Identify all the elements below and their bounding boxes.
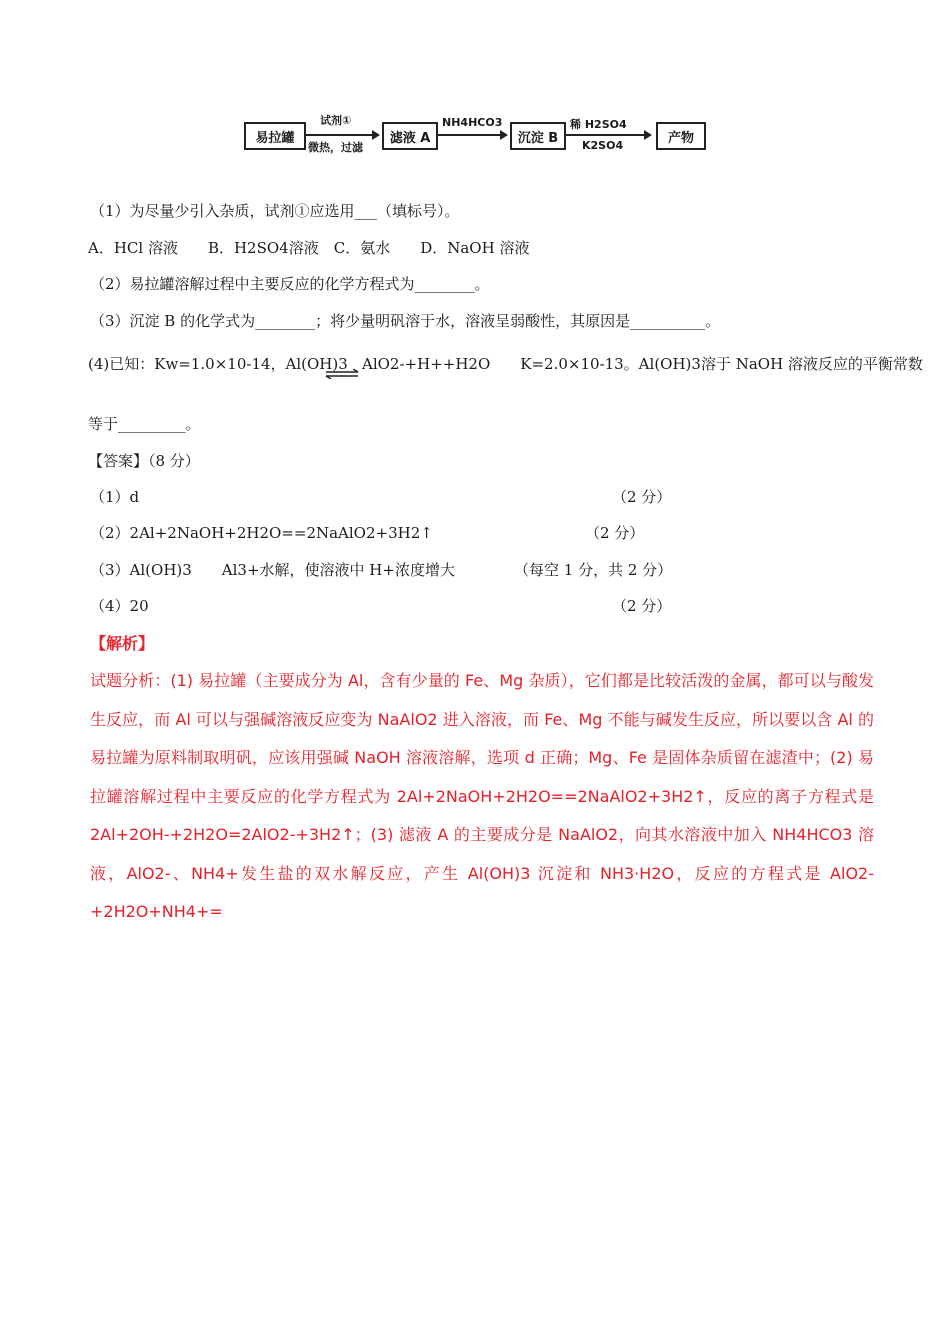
flow-label-nh4hco3: NH4HCO3 bbox=[442, 116, 503, 129]
question-2: （2）易拉罐溶解过程中主要反应的化学方程式为________。 bbox=[90, 275, 490, 293]
question-4-part-c: 等于_________。 bbox=[88, 415, 201, 433]
question-4-part-a: (4)已知：Kw=1.0×10-14，Al(OH)3 bbox=[88, 355, 348, 373]
flow-arrow-2 bbox=[438, 134, 506, 136]
answer-4: （4）20 bbox=[90, 597, 149, 615]
equilibrium-arrow-icon bbox=[324, 364, 360, 374]
answer-1: （1）d bbox=[90, 488, 140, 506]
analysis-heading: 【解析】 bbox=[90, 634, 155, 653]
answer-heading: 【答案】（8 分） bbox=[88, 452, 200, 470]
question-4-part-b: AlO2-+H++H2O K=2.0×10-13。Al(OH)3溶于 NaOH 溶液反应的平衡常数 bbox=[362, 355, 923, 373]
flow-label-k2so4: K2SO4 bbox=[582, 139, 624, 152]
flow-box-can: 易拉罐 bbox=[244, 122, 306, 150]
flow-arrow-3 bbox=[566, 134, 650, 136]
flow-label-heat-filter: 微热，过滤 bbox=[308, 141, 363, 154]
question-1: （1）为尽量少引入杂质，试剂①应选用___（填标号）。 bbox=[90, 202, 460, 220]
flow-label-h2so4: 稀 H2SO4 bbox=[570, 118, 627, 131]
question-1-options: A．HCl 溶液 B．H2SO4溶液 C．氨水 D．NaOH 溶液 bbox=[88, 239, 530, 257]
process-flowchart bbox=[244, 112, 714, 156]
question-3: （3）沉淀 B 的化学式为________；将少量明矾溶于水，溶液呈弱酸性，其原因是__________。 bbox=[90, 312, 721, 330]
answer-1-score: （2 分） bbox=[612, 488, 672, 506]
answer-3-score: （每空 1 分，共 2 分） bbox=[514, 561, 673, 579]
flow-label-reagent: 试剂① bbox=[320, 114, 352, 127]
flow-box-product: 产物 bbox=[656, 122, 706, 150]
analysis-body bbox=[90, 662, 874, 932]
answer-4-score: （2 分） bbox=[612, 597, 672, 615]
answer-2-score: （2 分） bbox=[585, 524, 645, 542]
analysis-text: 试题分析：(1) 易拉罐（主要成分为 Al，含有少量的 Fe、Mg 杂质），它们都是比较活泼的金属，都可以与酸发生反应，而 Al 可以与强碱溶液反应变为 NaAlO2 进入溶液，而 Fe、Mg 不能与碱发生反应，所以要以含 Al 的易拉罐为原料制取明矾，应该用强碱 NaOH 溶液溶解，选项 d 正确；Mg、Fe 是固体杂质留在滤渣中；(2) 易拉罐溶解过程中主要反应的化学方程式为 2Al+2NaOH+2H2O==2NaAlO2+3H2↑，反应的离子方程式是 2Al+2OH-+2H2O=2AlO2-+3H2↑；(3) 滤液 A 的主要成分是 NaAlO2，向其水溶液中加入 NH4HCO3 溶液，AlO2-、NH4+发生盐的双水解反应，产生 Al(OH)3 沉淀和 NH3·H2O，反应的方程式是 AlO2-+2H2O+NH4+= bbox=[90, 671, 874, 921]
flow-box-precipitate-b: 沉淀 B bbox=[510, 122, 566, 150]
answer-3: （3）Al(OH)3 Al3+水解，使溶液中 H+浓度增大 bbox=[90, 561, 455, 579]
answer-2: （2）2Al+2NaOH+2H2O==2NaAlO2+3H2↑ bbox=[90, 524, 433, 542]
flow-arrow-1 bbox=[306, 134, 378, 136]
flow-box-filtrate-a: 滤液 A bbox=[382, 122, 438, 150]
